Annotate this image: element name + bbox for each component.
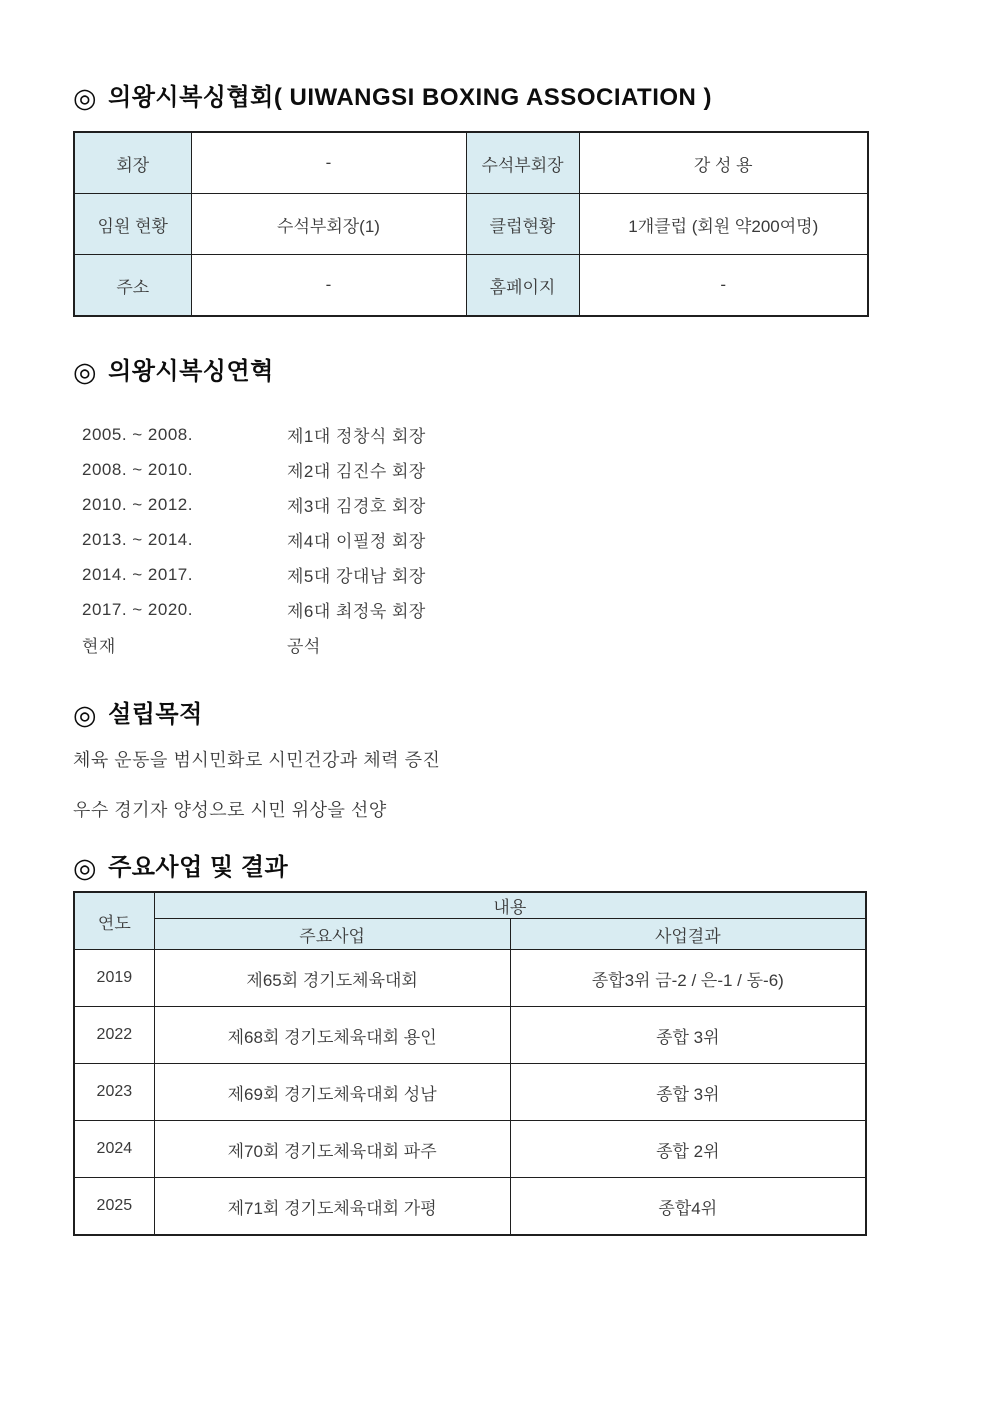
history-period: 2014. ~ 2017.: [82, 564, 193, 584]
info-value-homepage: -: [579, 255, 868, 317]
projects-col-content: 내용: [154, 892, 866, 919]
info-row-officers: [74, 194, 868, 255]
history-period: 2010. ~ 2012.: [82, 494, 193, 514]
section-title-purpose: [73, 700, 867, 730]
double-circle-bullet-icon: ◎: [73, 83, 98, 113]
project-name: 제69회 경기도체육대회 성남: [154, 1064, 510, 1121]
projects-col-result: 사업결과: [510, 919, 866, 950]
history-holder: 제2대 김진수 회장: [287, 462, 426, 481]
history-entry: [73, 417, 867, 452]
info-label-clubs: 클럽현황: [466, 194, 579, 255]
history-holder: 공석: [287, 637, 321, 656]
double-circle-bullet-icon: ◎: [73, 700, 98, 730]
purpose-title-text: 설립목적: [108, 701, 203, 728]
projects-header-row-2: [74, 919, 866, 950]
project-result: 종합4위: [510, 1178, 866, 1236]
history-holder: 제6대 최정욱 회장: [287, 602, 426, 621]
projects-row-2022: [74, 1007, 866, 1064]
info-value-officers: 수석부회장(1): [191, 194, 466, 255]
double-circle-bullet-icon: ◎: [73, 853, 98, 883]
purpose-line: 체육 운동을 범시민화로 시민건강과 체력 증진: [73, 750, 441, 770]
projects-results-table: [73, 891, 867, 1236]
history-holder: 제4대 이필정 회장: [287, 532, 426, 551]
section-title-history: [73, 357, 867, 387]
history-period: 2013. ~ 2014.: [82, 529, 193, 549]
association-info-table: [73, 131, 869, 317]
project-result: 종합 2위: [510, 1121, 866, 1178]
history-period: 현재: [82, 637, 116, 656]
project-name: 제65회 경기도체육대회: [154, 950, 510, 1007]
section-title-association: [73, 83, 867, 113]
project-year: 2024: [74, 1121, 154, 1178]
purpose-line: 우수 경기자 양성으로 시민 위상을 선양: [73, 800, 387, 820]
project-year: 2025: [74, 1178, 154, 1236]
history-entry: [73, 592, 867, 627]
info-label-officers: 임원 현황: [74, 194, 191, 255]
projects-header-row-1: [74, 892, 866, 919]
project-name: 제70회 경기도체육대회 파주: [154, 1121, 510, 1178]
projects-col-project: 주요사업: [154, 919, 510, 950]
history-entry: [73, 452, 867, 487]
history-holder: 제1대 정창식 회장: [287, 427, 426, 446]
history-entry: [73, 557, 867, 592]
history-period: 2005. ~ 2008.: [82, 424, 193, 444]
info-value-clubs: 1개클럽 (회원 약200여명): [579, 194, 868, 255]
double-circle-bullet-icon: ◎: [73, 357, 98, 387]
projects-title-text: 주요사업 및 결과: [108, 854, 289, 881]
project-name: 제68회 경기도체육대회 용인: [154, 1007, 510, 1064]
info-value-address: -: [191, 255, 466, 317]
project-name: 제71회 경기도체육대회 가평: [154, 1178, 510, 1236]
projects-row-2024: [74, 1121, 866, 1178]
history-list: [73, 417, 867, 662]
project-result: 종합 3위: [510, 1064, 866, 1121]
info-row-address: [74, 255, 868, 317]
history-entry: [73, 522, 867, 557]
history-holder: 제3대 김경호 회장: [287, 497, 426, 516]
project-year: 2023: [74, 1064, 154, 1121]
project-year: 2022: [74, 1007, 154, 1064]
info-label-address: 주소: [74, 255, 191, 317]
project-year: 2019: [74, 950, 154, 1007]
history-entry: [73, 627, 867, 662]
history-title-text: 의왕시복싱연혁: [108, 358, 274, 385]
section-title-projects: [73, 853, 867, 883]
history-holder: 제5대 강대남 회장: [287, 567, 426, 586]
projects-row-2019: [74, 950, 866, 1007]
info-label-homepage: 홈페이지: [466, 255, 579, 317]
document-page: [73, 0, 867, 1236]
projects-col-year: 연도: [74, 892, 154, 950]
history-period: 2017. ~ 2020.: [82, 599, 193, 619]
info-row-president: [74, 132, 868, 194]
history-period: 2008. ~ 2010.: [82, 459, 193, 479]
association-title-text: 의왕시복싱협회( UIWANGSI BOXING ASSOCIATION ): [108, 84, 713, 111]
info-value-president: -: [191, 132, 466, 194]
info-value-vice-president: 강 성 용: [579, 132, 868, 194]
history-entry: [73, 487, 867, 522]
projects-row-2023: [74, 1064, 866, 1121]
projects-row-2025: [74, 1178, 866, 1236]
project-result: 종합 3위: [510, 1007, 866, 1064]
info-label-president: 회장: [74, 132, 191, 194]
project-result: 종합3위 금-2 / 은-1 / 동-6): [510, 950, 866, 1007]
info-label-vice-president: 수석부회장: [466, 132, 579, 194]
